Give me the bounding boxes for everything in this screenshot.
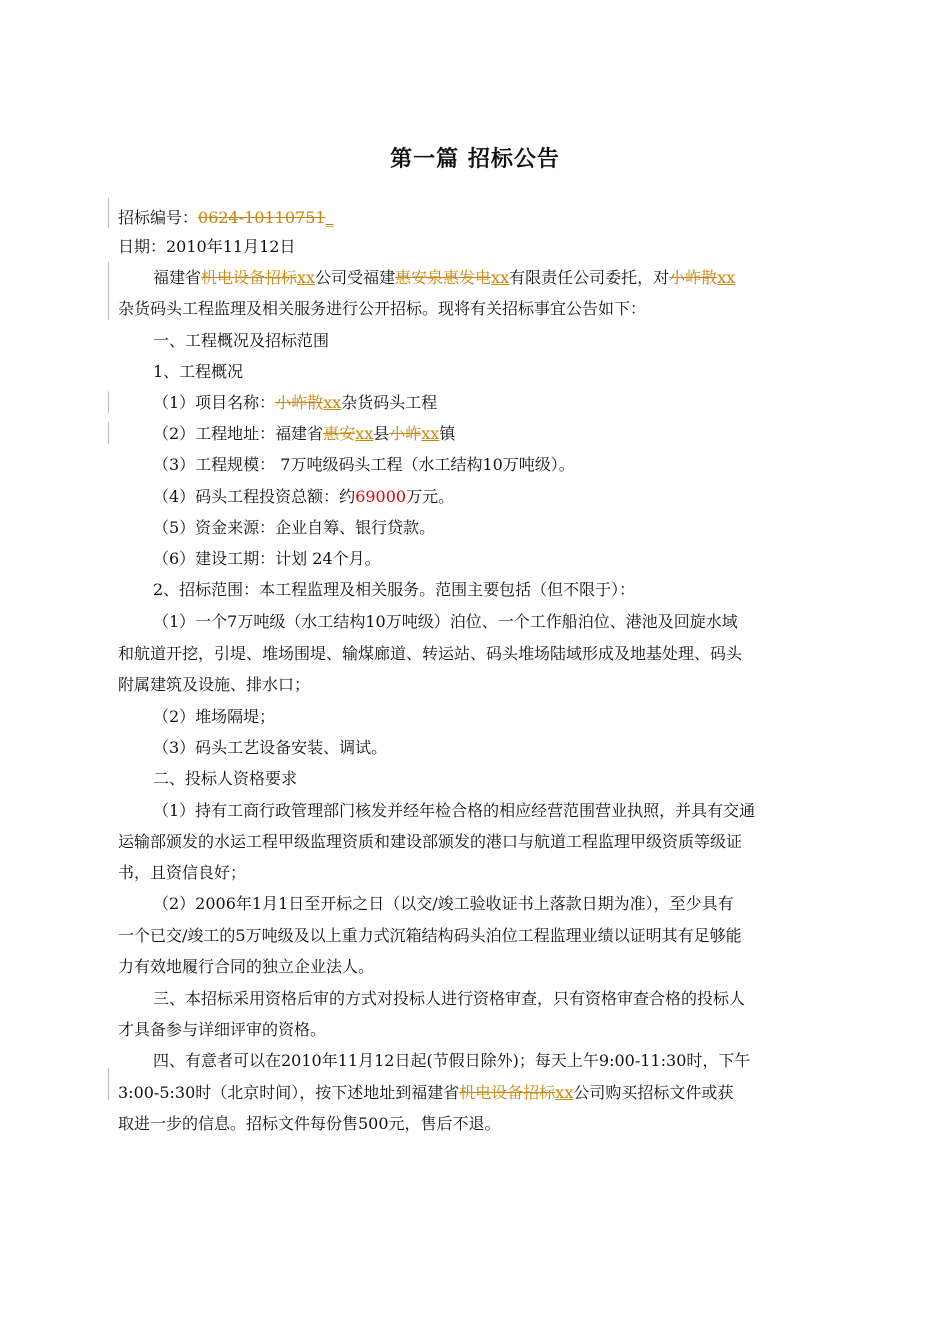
text-span: 万元。 <box>406 487 455 506</box>
text-span: 公司购买招标文件或获 <box>573 1083 734 1102</box>
text-span: 杂货码头工程 <box>341 393 438 412</box>
section4-line: 四、有意者可以在2010年11月12日起(节假日除外)；每天上午9:00-11:30时，下午 <box>153 1051 751 1070</box>
qualification-line: 运输部颁发的水运工程甲级监理资质和建设部颁发的港口与航道工程监理甲级资质等级证 <box>118 832 743 851</box>
text-span: （1）项目名称： <box>153 393 276 412</box>
date-line: 日期：2010年11月12日 <box>118 237 296 256</box>
scope-line: 和航道开挖，引堤、堆场围堤、输煤廊道、转运站、码头堆场陆域形成及地基处理、码头 <box>118 644 743 663</box>
inserted-text: xx <box>355 424 374 443</box>
inserted-text: _ <box>325 208 334 227</box>
text-span: 公司受福建 <box>315 268 396 287</box>
text-span: 县 <box>373 424 390 443</box>
qualification-line: （1）持有工商行政管理部门核发并经年检合格的相应经营范围营业执照，并具有交通 <box>153 801 756 820</box>
subsection-heading: 2、招标范围：本工程监理及相关服务。范围主要包括（但不限于）： <box>153 580 636 599</box>
change-bar <box>108 391 109 413</box>
scope-line: （1）一个7万吨级（水工结构10万吨级）泊位、一个工作船泊位、港池及回旋水域 <box>153 612 738 631</box>
section2-heading: 二、投标人资格要求 <box>153 769 298 788</box>
deleted-text: 0624-10110751 <box>198 208 326 227</box>
funding-line: （5）资金来源：企业自筹、银行贷款。 <box>153 518 436 537</box>
deleted-text: 机电设备招标 <box>201 268 298 287</box>
change-bar <box>108 262 109 320</box>
qualification-line: 力有效地履行合同的独立企业法人。 <box>118 957 375 976</box>
change-bar <box>108 422 109 444</box>
text-span: （2）工程地址：福建省 <box>153 424 324 443</box>
project-address-line <box>153 423 455 445</box>
inserted-text: xx <box>717 268 736 287</box>
inserted-text: xx <box>323 393 342 412</box>
deleted-text: 惠安泉惠发电 <box>395 268 492 287</box>
document-title: 第一篇 招标公告 <box>390 146 560 172</box>
intro-line-2: 杂货码头工程监理及相关服务进行公开招标。现将有关招标事宜公告如下： <box>118 299 647 318</box>
inserted-text: xx <box>421 424 440 443</box>
project-scale-line: （3）工程规模： 7万吨级码头工程（水工结构10万吨级）。 <box>153 455 575 474</box>
intro-line-1 <box>153 267 735 289</box>
inserted-text: xx <box>297 268 316 287</box>
qualification-line: （2）2006年1月1日至开标之日（以交/竣工验收证书上落款日期为准），至少具有 <box>153 894 734 913</box>
bid-number-line <box>118 207 334 229</box>
scope-line: （2）堆场隔堤； <box>153 707 276 726</box>
scope-line: 附属建筑及设施、排水口； <box>118 675 311 694</box>
highlighted-amount: 69000 <box>355 487 407 506</box>
text-span: 福建省 <box>153 268 202 287</box>
bid-number-label: 招标编号： <box>118 208 199 227</box>
qualification-line: 书，且资信良好； <box>118 863 247 882</box>
deleted-text: 小岞 <box>389 424 422 443</box>
deleted-text: 机电设备招标 <box>459 1083 556 1102</box>
text-span: 镇 <box>439 424 456 443</box>
section4-line: 取进一步的信息。招标文件每份售500元，售后不退。 <box>118 1114 501 1133</box>
section1-heading: 一、工程概况及招标范围 <box>153 331 330 350</box>
investment-line <box>153 486 454 508</box>
project-name-line <box>153 392 437 414</box>
text-span: （4）码头工程投资总额：约 <box>153 487 356 506</box>
deleted-text: 小岞散 <box>669 268 718 287</box>
inserted-text: xx <box>555 1083 574 1102</box>
schedule-line: （6）建设工期：计划 24个月。 <box>153 549 381 568</box>
section4-line <box>118 1082 733 1104</box>
change-bar <box>108 198 109 228</box>
change-bar <box>108 1068 109 1100</box>
deleted-text: 小岞散 <box>275 393 324 412</box>
inserted-text: xx <box>491 268 510 287</box>
scope-line: （3）码头工艺设备安装、调试。 <box>153 738 388 757</box>
section3-line: 才具备参与详细评审的资格。 <box>118 1020 327 1039</box>
qualification-line: 一个已交/竣工的5万吨级及以上重力式沉箱结构码头泊位工程监理业绩以证明其有足够能 <box>118 926 742 945</box>
text-span: 有限责任公司委托，对 <box>509 268 670 287</box>
text-span: 3:00-5:30时（北京时间），按下述地址到福建省 <box>118 1083 460 1102</box>
deleted-text: 惠安 <box>323 424 356 443</box>
subsection-heading: 1、工程概况 <box>153 362 244 381</box>
section3-line: 三、本招标采用资格后审的方式对投标人进行资格审查，只有资格审查合格的投标人 <box>153 989 746 1008</box>
